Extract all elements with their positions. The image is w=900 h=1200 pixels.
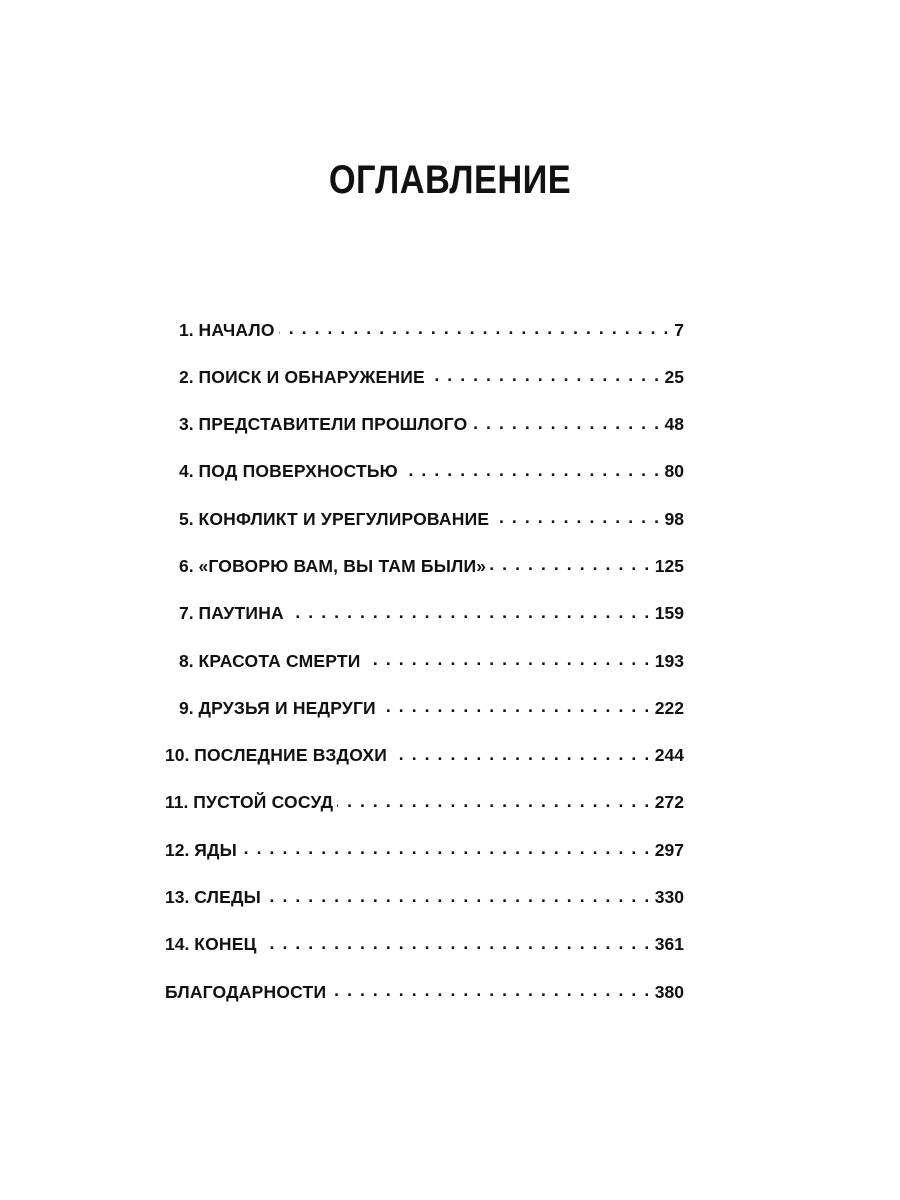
entry-number: 1. [179,319,194,340]
toc-entry[interactable] [165,460,684,507]
toc-entry[interactable] [165,980,684,1027]
toc-entry[interactable] [165,602,684,649]
entry-number: 12. [165,839,190,860]
entry-page-number: 272 [654,792,684,813]
toc-entry[interactable] [165,886,684,933]
entry-page-number: 297 [654,839,684,860]
toc-entry[interactable] [165,413,684,460]
dot-leader [330,980,651,998]
entry-title: ПАУТИНА [198,603,284,624]
entry-title: СЛЕДЫ [194,887,261,908]
dot-leader [261,933,651,951]
dot-leader [241,838,651,856]
dot-leader [429,365,661,383]
entry-page-number: 193 [654,650,684,671]
toc-entry[interactable] [165,318,684,365]
entry-title: ПОД ПОВЕРХНОСТЬЮ [198,461,398,482]
entry-number: 8. [179,650,194,671]
dot-leader [402,460,661,478]
entry-page-number: 380 [654,981,684,1002]
entry-page-number: 80 [664,461,684,482]
entry-page-number: 25 [664,366,684,387]
entry-number: 6. [179,555,194,576]
dot-leader [279,318,670,336]
entry-title: НАЧАЛО [198,319,275,340]
entry-title: ПУСТОЙ СОСУД [193,792,334,813]
entry-page-number: 244 [654,745,684,766]
entry-title: ПОСЛЕДНИЕ ВЗДОХИ [194,745,387,766]
toc-entry[interactable] [165,838,684,885]
entry-page-number: 361 [654,934,684,955]
entry-title: «ГОВОРЮ ВАМ, ВЫ ТАМ БЫЛИ» [198,555,487,576]
entry-title: КОНФЛИКТ И УРЕГУЛИРОВАНИЕ [198,508,490,529]
entry-page-number: 330 [654,887,684,908]
entry-page-number: 48 [664,414,684,435]
toc-entry[interactable] [165,649,684,696]
dot-leader [337,791,650,809]
entry-number: 13. [165,887,190,908]
entry-number: 10. [165,745,190,766]
entry-title: КОНЕЦ [194,934,257,955]
dot-leader [265,886,651,904]
table-of-contents [165,318,684,1027]
entry-number: 11. [165,792,189,813]
entry-title: КРАСОТА СМЕРТИ [198,650,361,671]
entry-number: 5. [179,508,194,529]
entry-title: ЯДЫ [194,839,237,860]
dot-leader [471,413,660,431]
toc-entry[interactable] [165,365,684,412]
entry-page-number: 7 [674,319,684,340]
toc-entry[interactable] [165,791,684,838]
toc-entry[interactable] [165,554,684,601]
toc-entry[interactable] [165,507,684,554]
entry-title: БЛАГОДАРНОСТИ [165,981,327,1002]
toc-entry[interactable] [165,744,684,791]
entry-page-number: 222 [654,697,684,718]
entry-number: 4. [179,461,194,482]
entry-page-number: 98 [664,508,684,529]
dot-leader [380,696,651,714]
page-title: ОГЛАВЛЕНИЕ [328,158,572,202]
dot-leader [391,744,651,762]
entry-number: 3. [179,414,194,435]
toc-entry[interactable] [165,933,684,980]
dot-leader [490,554,651,572]
entry-title: ПОИСК И ОБНАРУЖЕНИЕ [198,366,425,387]
entry-number: 14. [165,934,190,955]
dot-leader [493,507,660,525]
toc-entry[interactable] [165,696,684,743]
entry-page-number: 125 [654,555,684,576]
dot-leader [365,649,651,667]
entry-number: 9. [179,697,194,718]
entry-number: 2. [179,366,194,387]
entry-number: 7. [179,603,194,624]
entry-title: ДРУЗЬЯ И НЕДРУГИ [198,697,376,718]
dot-leader [288,602,651,620]
entry-page-number: 159 [654,603,684,624]
entry-title: ПРЕДСТАВИТЕЛИ ПРОШЛОГО [198,414,468,435]
